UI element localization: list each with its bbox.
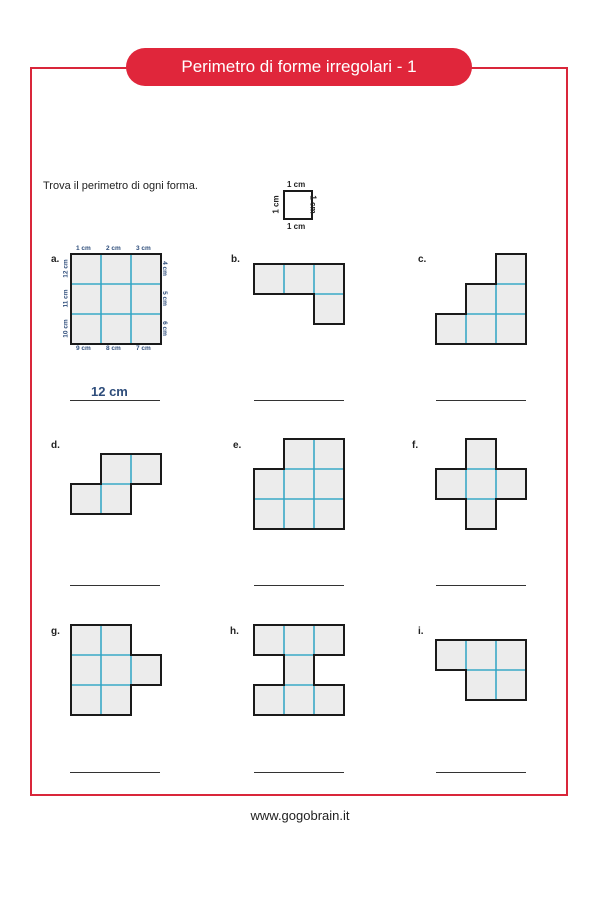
shape-letter-e: e. [233, 440, 242, 451]
dim-right-1: 4 cm [160, 261, 168, 276]
shape-g-cell [101, 685, 131, 715]
footer-url: www.gogobrain.it [250, 808, 350, 823]
shape-b-cell [254, 264, 284, 294]
shape-d-cell [131, 454, 161, 484]
shape-g-cell [71, 625, 101, 655]
shape-e-cell [284, 499, 314, 529]
shape-h-cell [284, 685, 314, 715]
shape-letter-b: b. [231, 254, 240, 265]
dim-left-3: 10 cm [62, 319, 70, 338]
shape-h [254, 625, 344, 715]
shape-h-cell [284, 625, 314, 655]
dim-top-3: 3 cm [136, 245, 151, 252]
shape-letter-f: f. [412, 440, 419, 451]
shape-letter-a: a. [51, 254, 60, 265]
shape-a-cell [101, 314, 131, 344]
shape-h-cell [314, 625, 344, 655]
shape-e-cell [314, 469, 344, 499]
shape-c-cell [466, 284, 496, 314]
shape-c [436, 254, 526, 344]
answer-line-b[interactable] [254, 400, 344, 401]
shape-b-cell [314, 264, 344, 294]
dim-left-2: 11 cm [62, 289, 70, 308]
shape-f-cell [466, 439, 496, 469]
shape-d-cell [101, 454, 131, 484]
shape-g [71, 625, 161, 715]
shape-f-cell [496, 469, 526, 499]
answer-line-e[interactable] [254, 585, 344, 586]
shape-g-cell [71, 655, 101, 685]
shape-e-cell [254, 469, 284, 499]
shape-c-cell [466, 314, 496, 344]
shape-letter-d: d. [51, 440, 60, 451]
dim-bottom-3: 7 cm [136, 345, 151, 352]
answer-line-f[interactable] [436, 585, 526, 586]
shape-e-cell [284, 469, 314, 499]
shape-c-cell [496, 254, 526, 284]
shape-e-cell [254, 499, 284, 529]
dim-bottom-2: 8 cm [106, 345, 121, 352]
shape-a-cell [101, 284, 131, 314]
shape-f-cell [466, 469, 496, 499]
unit-label-right: 1 cm [308, 195, 318, 214]
shape-letter-h: h. [230, 626, 239, 637]
shape-f-cell [466, 499, 496, 529]
shape-h-cell [284, 655, 314, 685]
shape-letter-i: i. [418, 626, 424, 637]
answer-line-h[interactable] [254, 772, 344, 773]
dim-right-2: 5 cm [160, 291, 168, 306]
dim-left-1: 12 cm [62, 259, 70, 278]
shape-b-cell [314, 294, 344, 324]
answer-line-a[interactable] [70, 400, 160, 401]
instruction-text: Trova il perimetro di ogni forma. [43, 180, 198, 192]
unit-label-top: 1 cm [287, 180, 306, 189]
shape-g-cell [101, 625, 131, 655]
shape-f-cell [436, 469, 466, 499]
shape-i-cell [436, 640, 466, 670]
unit-label-bottom: 1 cm [287, 222, 306, 231]
shape-i-cell [496, 670, 526, 700]
shape-e-cell [314, 439, 344, 469]
shape-i [436, 640, 526, 700]
shape-a-cell [71, 284, 101, 314]
shape-a-cell [71, 314, 101, 344]
answer-line-d[interactable] [70, 585, 160, 586]
shape-g-cell [71, 685, 101, 715]
shape-g-cell [101, 655, 131, 685]
shape-d-cell [71, 484, 101, 514]
shape-c-cell [436, 314, 466, 344]
dim-top-2: 2 cm [106, 245, 121, 252]
answer-line-i[interactable] [436, 772, 526, 773]
example-answer: 12 cm [91, 384, 128, 399]
page-title: Perimetro di forme irregolari - 1 [126, 48, 472, 86]
shape-h-cell [254, 625, 284, 655]
shape-e-cell [284, 439, 314, 469]
answer-line-c[interactable] [436, 400, 526, 401]
dim-bottom-1: 9 cm [76, 345, 91, 352]
shape-f [436, 439, 526, 529]
unit-label-left: 1 cm [271, 195, 281, 214]
shape-a [71, 254, 161, 344]
dim-right-3: 6 cm [160, 321, 168, 336]
shape-e [254, 439, 344, 529]
shape-a-cell [131, 284, 161, 314]
shape-letter-g: g. [51, 626, 60, 637]
shape-i-cell [466, 640, 496, 670]
shape-d-cell [101, 484, 131, 514]
shape-a-cell [131, 254, 161, 284]
shape-e-cell [314, 499, 344, 529]
shape-b [254, 264, 344, 324]
shape-a-cell [131, 314, 161, 344]
dim-top-1: 1 cm [76, 245, 91, 252]
shape-i-cell [496, 640, 526, 670]
shape-b-cell [284, 264, 314, 294]
shape-h-cell [314, 685, 344, 715]
shape-i-cell [466, 670, 496, 700]
shape-letter-c: c. [418, 254, 427, 265]
shape-d [71, 454, 161, 514]
shape-g-cell [131, 655, 161, 685]
answer-line-g[interactable] [70, 772, 160, 773]
shape-c-cell [496, 284, 526, 314]
shape-a-cell [101, 254, 131, 284]
shape-c-cell [496, 314, 526, 344]
shape-h-cell [254, 685, 284, 715]
shape-a-cell [71, 254, 101, 284]
